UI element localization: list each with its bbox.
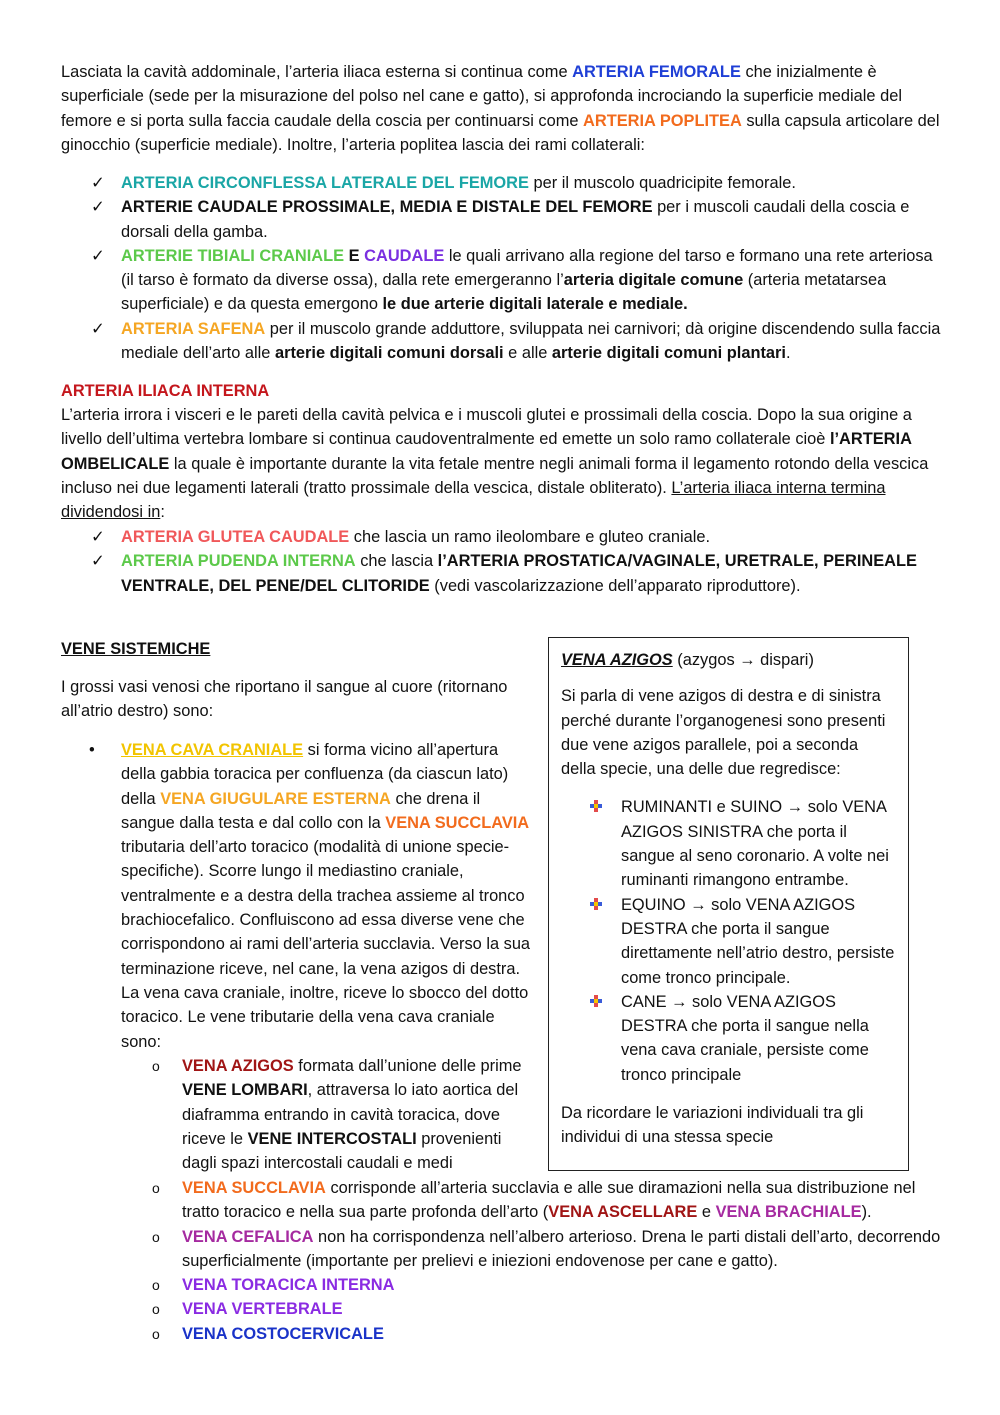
text: EQUINO [621, 895, 691, 914]
list-item [61, 195, 941, 244]
vene-intro: I grossi vasi venosi che riportano il sangue al cuore (ritornano all’atrio destro) sono: [61, 678, 508, 721]
list-item [61, 171, 941, 195]
term: VENA AZIGOS [182, 1057, 294, 1075]
text: solo VENA AZIGOS SINISTRA che porta il sangue al seno coronario. A volte nei ruminanti rimangono entrambe. [621, 798, 889, 890]
text: corrisponde all’arteria succlavia e alle sue diramazioni nella sua distribuzione nel tratto toracico e nella sua parte profonda dell’arto ( [182, 1179, 916, 1222]
text: arterie digitali comuni plantari [551, 344, 786, 363]
term: ARTERIA SAFENA [121, 319, 266, 338]
intro-paragraph [61, 60, 941, 157]
text: L’arteria iliaca interna termina dividendosi in [61, 478, 886, 522]
text: che lascia [355, 552, 438, 571]
circle-bullet-icon: o [152, 1277, 160, 1294]
iliaca-branches-list [61, 525, 941, 598]
term: ARTERIE TIBIALI CRANIALE [121, 246, 345, 265]
text: solo VENA AZIGOS DESTRA che porta il sangue direttamente nell’atrio destro, persiste come tronco principale. [621, 895, 895, 987]
list-item [61, 1297, 941, 1321]
check-icon: ✓ [91, 198, 105, 217]
text: solo VENA AZIGOS DESTRA che porta il sangue nella vena cava craniale, persiste come tronco principale [621, 992, 869, 1084]
arrow-right-icon: → [671, 992, 688, 1011]
text: RUMINANTI e SUINO [621, 798, 787, 817]
term: VENA ASCELLARE [548, 1203, 698, 1222]
term: ARTERIA PUDENDA INTERNA [121, 552, 356, 571]
text: ). [861, 1203, 872, 1222]
vena-azigos-text [61, 1054, 536, 1175]
text: VENE LOMBARI [182, 1081, 308, 1100]
text: (azygos [672, 651, 740, 669]
section-heading-iliaca: ARTERIA ILIACA INTERNA [61, 382, 270, 400]
term: VENA GIUGULARE ESTERNA [160, 789, 391, 808]
term-arteria-femorale: ARTERIA FEMORALE [572, 63, 741, 81]
list-item [61, 317, 941, 366]
term: ARTERIA GLUTEA CAUDALE [121, 528, 350, 546]
vena-cava-craniale-text [61, 738, 536, 1054]
term: ARTERIA CIRCONFLESSA LATERALE DEL FEMORE [121, 174, 529, 192]
vena-azigos-box [548, 637, 909, 1171]
text: dispari) [755, 651, 814, 669]
text: VENE INTERCOSTALI [247, 1129, 417, 1148]
term: VENA VERTEBRALE [182, 1300, 343, 1319]
text: per i muscoli caudali della coscia e dorsali della gamba. [121, 198, 910, 241]
circle-bullet-icon: o [152, 1325, 160, 1342]
circle-bullet-icon: o [152, 1228, 160, 1245]
text: arterie digitali comuni dorsali [274, 344, 504, 363]
circle-bullet-icon: o [152, 1058, 160, 1074]
text: che drena il sangue dalla testa e dal collo con la [121, 789, 481, 832]
term: VENA SUCCLAVIA [385, 813, 530, 832]
text: le quali arrivano alla regione del tarso e formano una rete arteriosa (il tarso è formato da diverse ossa), dalla rete emergeranno l’ [121, 246, 933, 290]
vene-tributarie-list [61, 1176, 941, 1346]
check-icon: ✓ [91, 246, 105, 265]
text: : [160, 503, 165, 522]
check-icon: ✓ [91, 319, 105, 338]
check-icon: ✓ [91, 528, 105, 546]
check-icon: ✓ [91, 552, 105, 571]
arrow-right-icon: → [786, 798, 804, 817]
bullet-icon: • [89, 741, 95, 759]
vena-azigos-item [61, 1054, 536, 1175]
text: le due arterie digitali laterale e mediale. [382, 295, 688, 314]
list-item [61, 549, 941, 598]
text: (arteria metatarsea superficiale) e da questa emergono [121, 271, 887, 314]
term: VENA CEFALICA [182, 1227, 314, 1246]
list-item [61, 244, 941, 317]
text: l’ARTERIA PROSTATICA/VAGINALE, URETRALE, PERINEALE VENTRALE, DEL PENE/DEL CLITORIDE [121, 552, 917, 595]
bullet-icon [589, 994, 603, 1008]
list-item [61, 1225, 941, 1274]
arrow-right-icon: → [739, 651, 756, 669]
vena-cava-craniale-item [61, 738, 536, 1054]
text: e alle [503, 344, 552, 363]
list-item [61, 1176, 941, 1225]
list-item [561, 990, 896, 1087]
text: arteria digitale comune [563, 271, 744, 290]
arrow-right-icon: → [690, 895, 707, 914]
text: sulla capsula articolare del ginocchio (superficie mediale). Inoltre, l’arteria poplitea lascia dei rami collaterali: [61, 111, 940, 154]
term-arteria-poplitea: ARTERIA POPLITEA [583, 111, 742, 130]
box-paragraph: Si parla di vene azigos di destra e di sinistra perché durante l’organogenesi sono presenti due vene azigos parallele, poi a seconda della specie, una delle due regredisce: [561, 687, 886, 779]
text: . [785, 344, 791, 363]
term: VENA SUCCLAVIA [182, 1179, 326, 1197]
text: che inizialmente è superficiale (sede per la misurazione del polso nel cane e gatto), si approfonda incrociando la superficie mediale del femore e si porta sulla faccia caudale della coscia per continuarsi come [61, 63, 902, 130]
circle-bullet-icon: o [152, 1301, 160, 1318]
list-item [61, 1322, 941, 1346]
list-item [561, 795, 896, 892]
box-footer: Da ricordare le variazioni individuali tra gli individui di una stessa specie [561, 1104, 864, 1147]
term: ARTERIE CAUDALE PROSSIMALE, MEDIA E DISTALE DEL FEMORE [121, 198, 653, 217]
text: non ha corrispondenza nell’albero arterioso. Drena le parti distali dell’arto, decorrendo superficialmente (importante per prelievi e iniezioni endovenose per cane e gatto). [182, 1227, 941, 1270]
text: E [344, 246, 365, 265]
text: , attraversa lo iato aortica del diaframma entrando in cavità toracica, dove riceve le [182, 1081, 519, 1148]
term: CAUDALE [364, 246, 445, 265]
term: VENA CAVA CRANIALE [121, 741, 304, 759]
term: VENA COSTOCERVICALE [182, 1324, 384, 1343]
list-item [61, 525, 941, 549]
bullet-icon [589, 799, 603, 813]
check-icon: ✓ [91, 174, 105, 192]
text: formata dall’unione delle prime [293, 1057, 522, 1075]
bullet-icon [589, 897, 603, 911]
text: tributaria dell’arto toracico (modalità di unione specie-specifiche). Scorre lungo il mediastino craniale, ventralmente e a destra della trachea assieme al tronco brachiocefalico. Confluiscono ad essa diverse vene che corrispondono ai rami dell’arteria succlavia. Verso la sua terminazione riceve, nel cane, la vena azigos di destra. La vena cava craniale, inoltre, riceve lo sbocco del dotto toracico. Le vene tributarie della vena cava craniale sono: [121, 838, 531, 1051]
iliaca-paragraph [61, 403, 941, 524]
box-species-list [561, 795, 896, 1087]
circle-bullet-icon: o [152, 1180, 160, 1196]
text: Lasciata la cavità addominale, l’arteria iliaca esterna si continua come [61, 63, 573, 81]
box-title [561, 648, 896, 672]
text: e [697, 1203, 716, 1222]
list-item [61, 1273, 941, 1297]
list-item [561, 893, 896, 990]
text: per il muscolo quadricipite femorale. [528, 174, 796, 192]
term: VENA TORACICA INTERNA [182, 1276, 395, 1295]
text: la quale è importante durante la vita fetale mentre negli animali forma il legamento rotondo della vescica incluso nei due legamenti laterali (tratto prossimale della vescica, distale obliterato). [61, 454, 929, 497]
text: (vedi vascolarizzazione dell’apparato riproduttore). [429, 576, 801, 595]
text: si forma vicino all’apertura della gabbia toracica per confluenza (da ciascun lato) della [121, 741, 509, 808]
term: VENA BRACHIALE [715, 1203, 862, 1222]
text: che lascia un ramo ileolombare e gluteo craniale. [349, 528, 711, 546]
text: VENA AZIGOS [561, 651, 673, 669]
text: l’ARTERIA OMBELICALE [61, 430, 912, 473]
rami-collaterali-list [61, 171, 941, 365]
text: CANE [621, 992, 672, 1011]
text: per il muscolo grande adduttore, sviluppata nei carnivori; dà origine discendendo sulla faccia mediale dell’arto alle [121, 319, 941, 363]
section-heading-vene: VENE SISTEMICHE [61, 640, 211, 658]
text: L’arteria irrora i visceri e le pareti della cavità pelvica e i muscoli glutei e prossimali della coscia. Dopo la sua origine a livello dell’ultima vertebra lombare si continua caudoventralmente ed emette un solo ramo collaterale cioè [61, 406, 912, 449]
text: provenienti dagli spazi intercostali caudali e medi [182, 1129, 502, 1173]
